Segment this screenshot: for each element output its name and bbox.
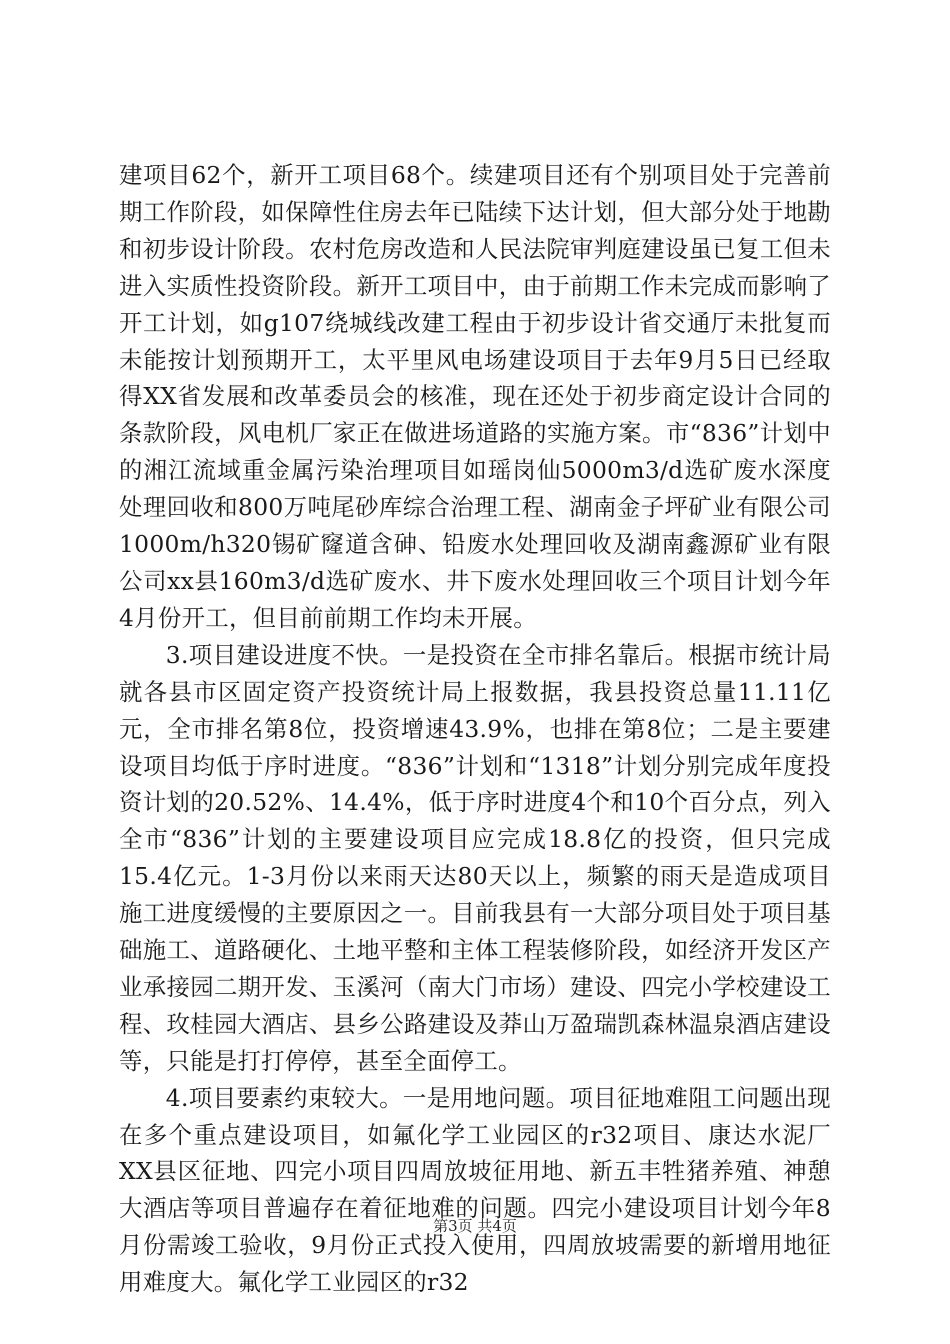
paragraph-continued: 建项目62个，新开工项目68个。续建项目还有个别项目处于完善前期工作阶段，如保障性住房去年已陆续下达计划，但大部分处于地勘和初步设计阶段。农村危房改造和人民法院审判庭建设虽已复工但未进入实质性投资阶段。新开工项目中，由于前期工作未完成而影响了开工计划，如g107绕城线改建工程由于初步设计省交通厅未批复而未能按计划预期开工，太平里风电场建设项目于去年9月5日已经取得XX省发展和改革委员会的核准，现在还处于初步商定设计合同的条款阶段，风电机厂家正在做进场道路的实施方案。市“836”计划中的湘江流域重金属污染治理项目如瑶岗仙5000m3/d选矿废水深度处理回收和800万吨尾砂库综合治理工程、湖南金子坪矿业有限公司1000m/h320锡矿窿道含砷、铅废水处理回收及湖南鑫源矿业有限公司xx县160m3/d选矿废水、井下废水处理回收三个项目计划今年4月份开工，但目前前期工作均未开展。 [119, 161, 831, 632]
body-text [119, 157, 831, 1301]
paragraph-item-4: 4.项目要素约束较大。一是用地问题。项目征地难阻工问题出现在多个重点建设项目，如氟化学工业园区的r32项目、康达水泥厂XX县区征地、四完小项目四周放坡征用地、新五丰牲猪养殖、神憩大酒店等项目普遍存在着征地难的问题。四完小建设项目计划今年8月份需竣工验收，9月份正式投入使用，四周放坡需要的新增用地征用难度大。氟化学工业园区的r32 [119, 1083, 831, 1297]
paragraph-item-3: 3.项目建设进度不快。一是投资在全市排名靠后。根据市统计局就各县市区固定资产投资统计局上报数据，我县投资总量11.11亿元，全市排名第8位，投资增速43.9%，也排在第8位；二是主要建设项目均低于序时进度。“836”计划和“1318”计划分别完成年度投资计划的20.52%、14.4%，低于序时进度4个和10个百分点，列入全市“836”计划的主要建设项目应完成18.8亿的投资，但只完成15.4亿元。1-3月份以来雨天达80天以上，频繁的雨天是造成项目施工进度缓慢的主要原因之一。目前我县有一大部分项目处于项目基础施工、道路硬化、土地平整和主体工程装修阶段，如经济开发区产业承接园二期开发、玉溪河（南大门市场）建设、四完小学校建设工程、玫桂园大酒店、县乡公路建设及莽山万盈瑞凯森林温泉酒店建设等，只能是打打停停，甚至全面停工。 [119, 640, 831, 1075]
page-footer: 第3页 共4页 [433, 1217, 517, 1235]
